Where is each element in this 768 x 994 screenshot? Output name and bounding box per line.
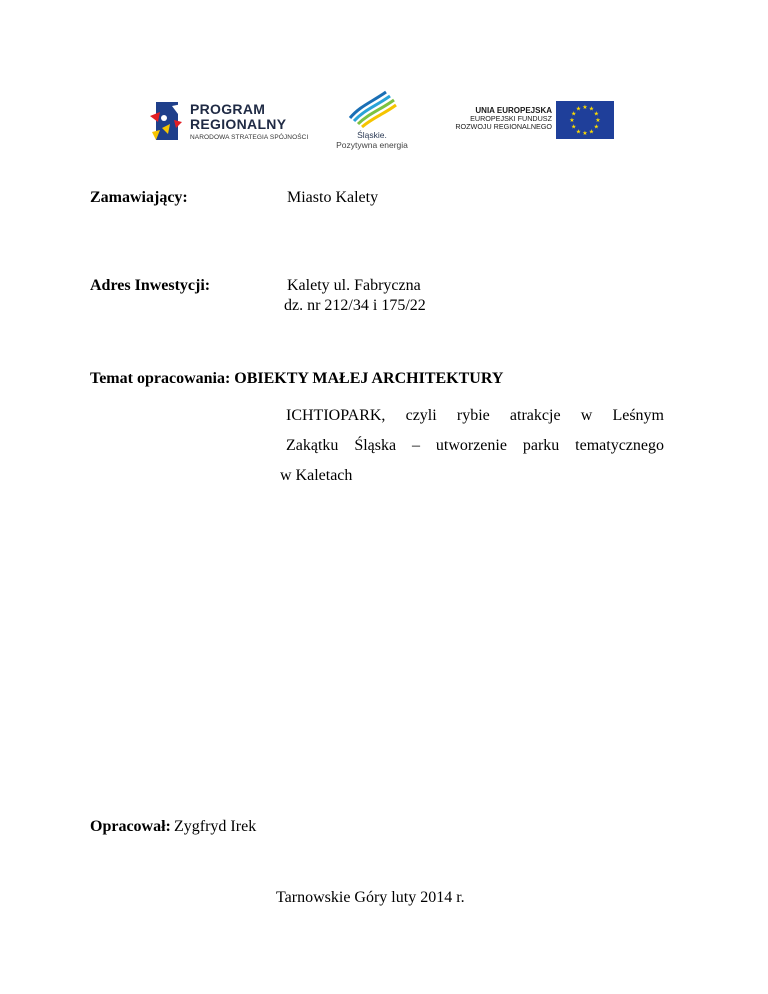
svg-text:★: ★ [575,105,582,113]
program-regionalny-emblem-icon [148,98,186,144]
description-line-1: ICHTIOPARK, czyli rybie atrakcje w Leśnym [286,407,664,424]
eu-logo-line2: EUROPEJSKI FUNDUSZ [470,114,552,124]
zamawiajacy-label: Zamawiający: [90,189,188,206]
slaskie-logo [330,88,414,154]
program-logo-line1: PROGRAM [190,101,266,117]
program-logo-line2: REGIONALNY [190,116,287,132]
program-regionalny-logo [148,96,308,146]
project-description [280,401,664,491]
description-line-3: w Kaletach [280,467,353,484]
program-logo-line3: NARODOWA STRATEGIA SPÓJNOŚCI [190,134,309,141]
svg-text:★: ★ [593,110,599,118]
svg-text:★: ★ [582,104,588,111]
svg-text:★: ★ [588,128,595,136]
temat-opracowania: Temat opracowania: OBIEKTY MAŁEJ ARCHITEKTURY [90,370,504,387]
svg-text:★: ★ [593,123,599,131]
svg-text:★: ★ [575,128,582,136]
slaskie-logo-line2: Pozytywna energia [336,140,408,150]
svg-text:★: ★ [582,130,588,137]
slaskie-waves-icon [346,88,398,128]
description-line-2: Zakątku Śląska – utworzenie parku tematycznego [286,437,664,454]
eu-flag-icon [556,101,614,139]
eu-logo-text [446,106,552,132]
adres-line1: Kalety ul. Fabryczna [287,277,421,294]
adres-label: Adres Inwestycji: [90,277,211,294]
svg-text:★: ★ [571,110,577,118]
slaskie-logo-line1: Śląskie. [357,130,387,140]
svg-text:★: ★ [588,105,595,113]
eu-logo-line1: UNIA EUROPEJSKA [475,106,552,115]
eu-logo-line3: ROZWOJU REGIONALNEGO [455,122,552,132]
svg-text:★: ★ [571,123,577,131]
opracowal-label: Opracował: [90,818,171,835]
zamawiajacy-value: Miasto Kalety [287,189,379,206]
opracowal-value: Zygfryd Irek [174,818,257,835]
svg-text:★: ★ [595,117,601,124]
footer-place-date: Tarnowskie Góry luty 2014 r. [276,889,465,906]
svg-text:★: ★ [569,117,575,124]
adres-line2: dz. nr 212/34 i 175/22 [284,297,426,314]
